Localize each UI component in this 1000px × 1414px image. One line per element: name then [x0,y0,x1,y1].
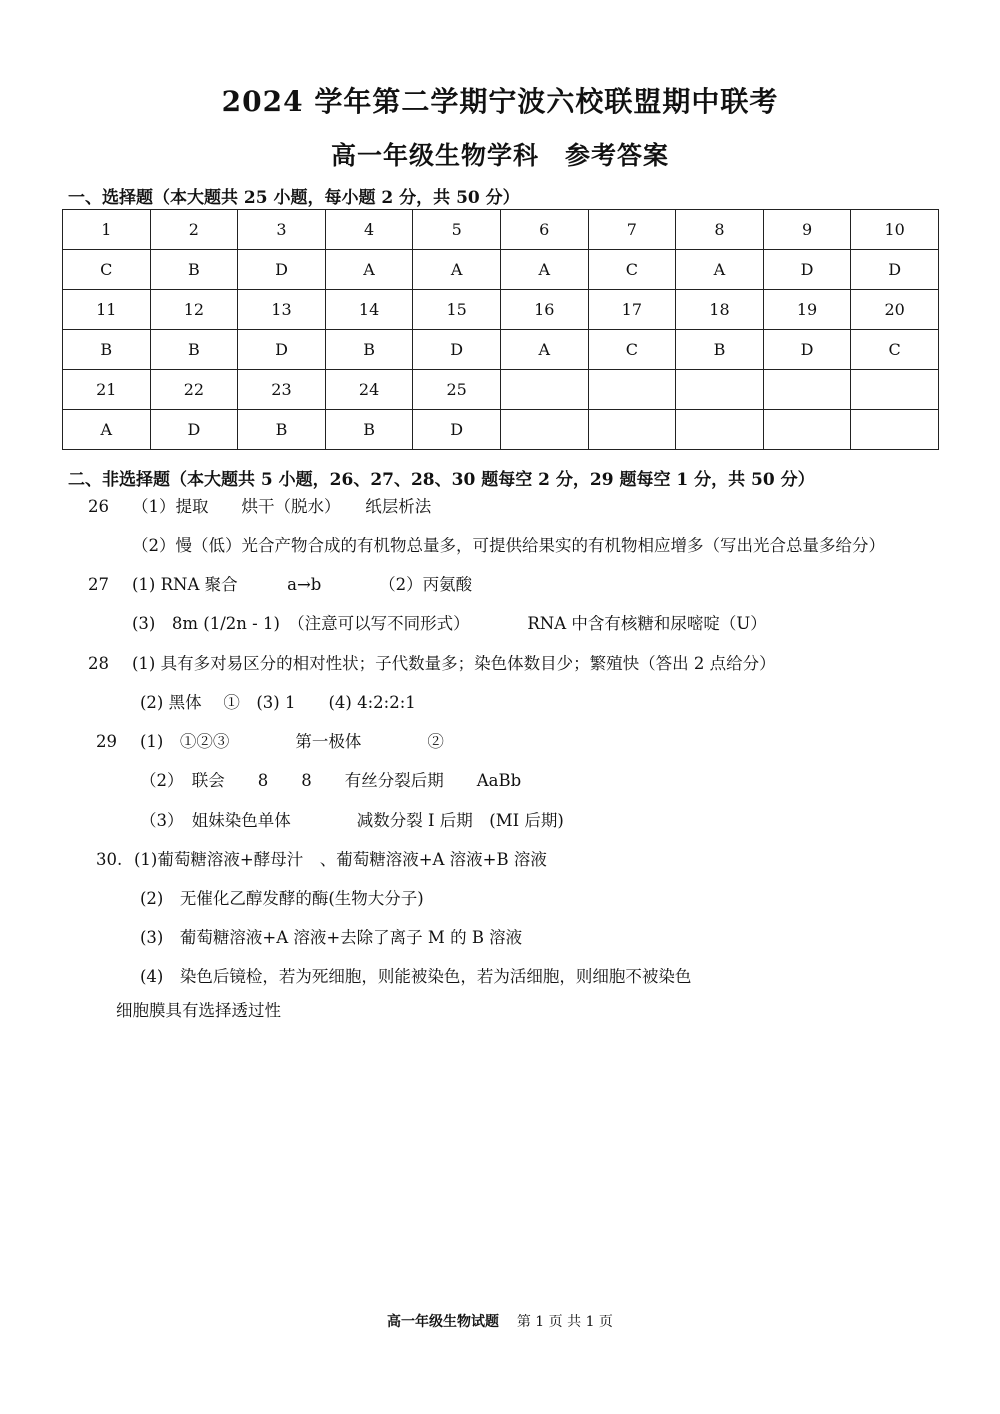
answer-cell: D [238,250,326,290]
answer-cell: B [676,330,764,370]
question-number-cell: 15 [413,290,501,330]
answer-cell: C [63,250,151,290]
question-number-cell: 17 [588,290,676,330]
question-number-26: 26 [88,497,109,516]
q27-line-1: (1) RNA 聚合 a→b （2）丙氨酸 [132,575,473,594]
q30-line-2: (2) 无催化乙醇发酵的酶(生物大分子) [140,889,424,908]
answer-cell: A [413,250,501,290]
answer-cell: B [325,330,413,370]
answer-cell [851,410,939,450]
answer-cell: D [150,410,238,450]
q30-line-5: 细胞膜具有选择透过性 [116,1001,281,1020]
answer-cell: D [413,330,501,370]
answer-cell [588,410,676,450]
q29-line-2: （2） 联会 8 8 有丝分裂后期 AaBb [140,771,522,790]
answer-row [63,410,939,450]
answer-cell: A [63,410,151,450]
question-number-cell: 9 [763,210,851,250]
question-number-cell: 12 [150,290,238,330]
question-number-cell: 14 [325,290,413,330]
q29-line-1: (1) ①②③ 第一极体 ② [140,732,444,751]
question-number-cell: 13 [238,290,326,330]
answer-cell: B [238,410,326,450]
page-subtitle: 高一年级生物学科 参考答案 [330,141,669,170]
question-number-cell: 5 [413,210,501,250]
q28-line-1: (1) 具有多对易区分的相对性状；子代数量多；染色体数目少；繁殖快（答出 2 点给分） [132,654,776,673]
footer-subject: 高一年级生物试题 [387,1314,500,1330]
answer-row [63,330,939,370]
answer-cell: A [500,330,588,370]
question-number-cell: 24 [325,370,413,410]
answer-cell: C [851,330,939,370]
section2-heading: 二、非选择题（本大题共 5 小题，26、27、28、30 题每空 2 分，29 题每空 1 分，共 50 分） [68,470,815,490]
answer-cell: D [413,410,501,450]
answer-cell: B [325,410,413,450]
question-number-cell: 4 [325,210,413,250]
question-number-cell: 11 [63,290,151,330]
question-number-cell: 25 [413,370,501,410]
question-number-cell [588,370,676,410]
answer-cell [500,410,588,450]
question-number-cell: 2 [150,210,238,250]
q30-line-3: (3) 葡萄糖溶液+A 溶液+去除了离子 M 的 B 溶液 [140,928,523,947]
answer-cell: B [150,250,238,290]
q26-line-2: （2）慢（低）光合产物合成的有机物总量多，可提供给果实的有机物相应增多（写出光合总量多给分） [132,536,885,555]
q27-line-2: (3) 8m (1/2n - 1) （注意可以写不同形式） RNA 中含有核糖和尿嘧啶（U） [132,614,767,633]
answer-cell: A [676,250,764,290]
question-number-row [63,210,939,250]
answer-cell: A [325,250,413,290]
question-number-row [63,290,939,330]
question-number-cell [851,370,939,410]
question-number-cell: 20 [851,290,939,330]
question-number-cell: 3 [238,210,326,250]
question-number-cell [500,370,588,410]
question-number-cell: 10 [851,210,939,250]
question-number-30: 30. [96,850,123,869]
answer-cell: D [763,330,851,370]
question-number-cell: 16 [500,290,588,330]
q29-line-3: （3） 姐妹染色单体 减数分裂 Ⅰ 后期 (MⅠ 后期) [140,811,564,830]
question-number-cell: 21 [63,370,151,410]
question-number-cell: 23 [238,370,326,410]
question-number-cell: 7 [588,210,676,250]
answer-cell: A [500,250,588,290]
question-number-cell: 18 [676,290,764,330]
q26-line-1: （1）提取 烘干（脱水） 纸层析法 [132,497,432,516]
question-number-cell: 6 [500,210,588,250]
question-number-cell [676,370,764,410]
q28-line-2: (2) 黑体 ① (3) 1 (4) 4:2:2:1 [140,693,416,712]
question-number-28: 28 [88,654,109,673]
answer-cell: D [763,250,851,290]
footer-page-count: 第 1 页 共 1 页 [516,1314,613,1330]
question-number-cell: 19 [763,290,851,330]
question-number-row [63,370,939,410]
q30-line-4: (4) 染色后镜检，若为死细胞，则能被染色，若为活细胞，则细胞不被染色 [140,967,692,986]
multiple-choice-answer-table [62,209,939,450]
answer-cell: C [588,330,676,370]
section1-heading: 一、选择题（本大题共 25 小题，每小题 2 分，共 50 分） [68,188,520,208]
question-number-cell: 8 [676,210,764,250]
question-number-cell: 1 [63,210,151,250]
question-number-cell: 22 [150,370,238,410]
answer-cell: B [150,330,238,370]
answer-row [63,250,939,290]
answer-cell: D [238,330,326,370]
question-number-27: 27 [88,575,109,594]
page-title: 2024 学年第二学期宁波六校联盟期中联考 [221,85,779,118]
answer-cell [676,410,764,450]
answer-cell: C [588,250,676,290]
page-footer [0,1311,1000,1331]
question-number-29: 29 [96,732,117,751]
q30-line-1: (1)葡萄糖溶液+酵母汁 、葡萄糖溶液+A 溶液+B 溶液 [134,850,547,869]
answer-cell: D [851,250,939,290]
answer-cell: B [63,330,151,370]
question-number-cell [763,370,851,410]
answer-cell [763,410,851,450]
